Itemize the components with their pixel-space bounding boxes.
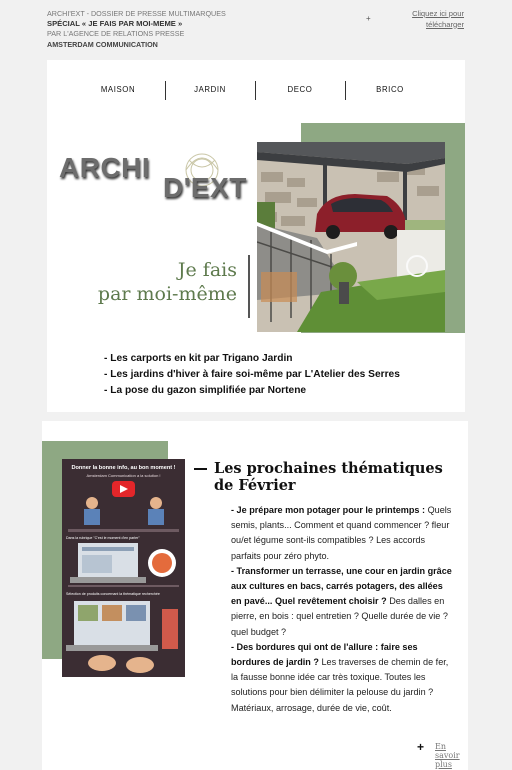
infographic-image[interactable] bbox=[62, 459, 185, 677]
archidext-logo bbox=[59, 146, 259, 206]
logo-text-dext: D'EXT bbox=[163, 172, 247, 203]
nav-item-brico[interactable]: BRICO bbox=[376, 85, 404, 94]
header-line-4: AMSTERDAM COMMUNICATION bbox=[47, 39, 158, 49]
paragraph-bordures-title: - Des bordures qui ont de l'allure : faire ses bordures de jardin ? bbox=[231, 641, 418, 668]
bullet-item: - La pose du gazon simplifiée par Nortene bbox=[104, 385, 307, 396]
hero-photo bbox=[257, 142, 445, 332]
bullet-item: - Les jardins d'hiver à faire soi-même par L'Atelier des Serres bbox=[104, 369, 400, 380]
infographic-subtitle: Amsterdam Communication a la solution ! bbox=[86, 473, 161, 478]
header-line-2: SPÉCIAL « JE FAIS PAR MOI-MEME » bbox=[47, 19, 183, 29]
paragraph-potager-title: - Je prépare mon potager pour le printemps : bbox=[231, 505, 426, 515]
main-nav bbox=[47, 79, 465, 101]
tagline-line-2: par moi-même bbox=[97, 283, 237, 305]
nav-separator bbox=[345, 81, 346, 100]
logo-text-archi: ARCHI bbox=[59, 152, 151, 183]
section-title-line-2: de Février bbox=[214, 477, 296, 494]
title-dash bbox=[194, 468, 207, 470]
header-line-1: ARCHI'EXT - DOSSIER DE PRESSE MULTIMARQUES bbox=[47, 9, 226, 18]
header-line-3: PAR L'AGENCE DE RELATIONS PRESSE bbox=[47, 29, 185, 39]
nav-separator bbox=[165, 81, 166, 100]
tagline-divider bbox=[248, 255, 250, 318]
paragraph-terrasse-text: Des dalles en pierre, en bois : quel entretien ? Quelle durée de vie ? quel budget ? bbox=[231, 596, 448, 637]
paragraph-potager-text: Quels semis, plants... Comment et quand commencer ? fleur ou/et légume sont-ils compatibles ? Les accords parfaits pour zéro phyto. bbox=[231, 505, 452, 561]
top-header bbox=[0, 0, 512, 56]
infographic-title: Donner la bonne info, au bon moment ! bbox=[71, 465, 176, 471]
infographic-step-2: Sélection de produits concernant la thématique recherchée bbox=[66, 592, 160, 596]
paragraph-terrasse bbox=[231, 564, 453, 640]
header-info bbox=[47, 9, 226, 50]
hero-tagline bbox=[87, 258, 237, 306]
section-title-line-1: Les prochaines thématiques bbox=[214, 460, 443, 477]
plus-icon[interactable]: + bbox=[417, 740, 425, 754]
nav-item-deco[interactable]: DECO bbox=[287, 85, 313, 94]
read-more-link[interactable]: En savoir plus bbox=[435, 742, 460, 769]
infographic-graphic bbox=[62, 459, 185, 677]
nav-item-maison[interactable]: MAISON bbox=[100, 85, 136, 94]
tagline-line-1: Je fais bbox=[177, 259, 237, 281]
paragraph-potager bbox=[231, 503, 453, 564]
download-link[interactable] bbox=[412, 9, 464, 30]
section-title bbox=[214, 460, 444, 494]
plus-icon: + bbox=[366, 14, 371, 23]
bullet-item: - Les carports en kit par Trigano Jardin bbox=[104, 353, 293, 364]
paragraph-terrasse-title: - Transformer un terrasse, une cour en jardin grâce aux cultures en bacs, carrés potagers, des allées en pavé... Quel revêtement choisir ? bbox=[231, 565, 452, 607]
download-link-line-2: télécharger bbox=[426, 19, 464, 29]
section-body bbox=[231, 503, 453, 716]
nav-item-jardin[interactable]: JARDIN bbox=[194, 85, 226, 94]
nav-separator bbox=[255, 81, 256, 100]
infographic-step-1: Dans la rubrique "C'est le moment d'en parler" bbox=[66, 536, 140, 540]
thematiques-card bbox=[42, 421, 468, 770]
paragraph-bordures-text: Les traverses de chemin de fer, la fausse bonne idée car très toxique. Toutes les solutions pour bien délimiter la pelouse du jardin ? Matériaux, arrosage, durée de vie, coût. bbox=[231, 657, 449, 713]
hero-bullets bbox=[104, 351, 400, 399]
carport-garden-image bbox=[257, 142, 445, 332]
paragraph-bordures bbox=[231, 640, 453, 716]
download-link-line-1: Cliquez ici pour bbox=[412, 9, 464, 18]
hero-card bbox=[47, 60, 465, 412]
